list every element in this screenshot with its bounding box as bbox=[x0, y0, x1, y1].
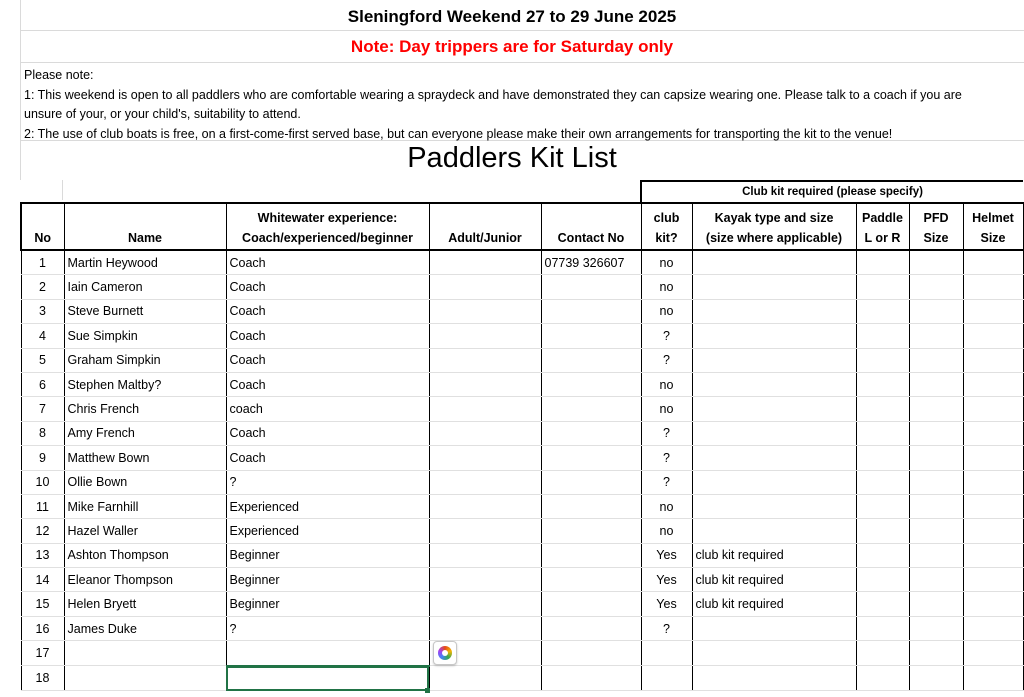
row-number[interactable]: 10 bbox=[21, 470, 64, 494]
pfd-cell[interactable] bbox=[909, 470, 963, 494]
helmet-cell[interactable] bbox=[963, 616, 1023, 640]
club-kit-cell[interactable]: ? bbox=[641, 421, 692, 445]
adult-junior-cell[interactable] bbox=[429, 519, 541, 543]
paddle-cell[interactable] bbox=[856, 666, 909, 691]
experience-cell[interactable]: Experienced bbox=[226, 494, 429, 518]
column-header-line2: Adult/Junior bbox=[448, 231, 522, 245]
adult-junior-cell[interactable] bbox=[429, 666, 541, 691]
paddle-cell[interactable] bbox=[856, 641, 909, 666]
name-cell[interactable] bbox=[64, 641, 226, 666]
kayak-cell[interactable] bbox=[692, 275, 856, 299]
column-header[interactable] bbox=[226, 203, 429, 250]
experience-cell[interactable]: Beginner bbox=[226, 592, 429, 616]
column-header[interactable] bbox=[64, 203, 226, 250]
sheet-title: Sleningford Weekend 27 to 29 June 2025 bbox=[347, 7, 677, 26]
club-kit-cell[interactable]: no bbox=[641, 494, 692, 518]
table-row bbox=[21, 568, 1023, 592]
helmet-cell[interactable] bbox=[963, 348, 1023, 372]
experience-cell[interactable] bbox=[226, 641, 429, 666]
kayak-cell[interactable] bbox=[692, 421, 856, 445]
club-kit-cell[interactable]: no bbox=[641, 372, 692, 396]
club-kit-cell[interactable]: no bbox=[641, 299, 692, 323]
adult-junior-cell[interactable] bbox=[429, 372, 541, 396]
kayak-cell[interactable] bbox=[692, 470, 856, 494]
helmet-cell[interactable] bbox=[963, 397, 1023, 421]
column-header[interactable] bbox=[692, 203, 856, 250]
name-cell[interactable]: Mike Farnhill bbox=[64, 494, 226, 518]
table-row bbox=[21, 543, 1023, 567]
selection-fill-handle[interactable] bbox=[425, 688, 430, 693]
name-cell[interactable]: Hazel Waller bbox=[64, 519, 226, 543]
contact-cell[interactable] bbox=[541, 666, 641, 691]
column-header[interactable] bbox=[909, 203, 963, 250]
helmet-cell[interactable] bbox=[963, 421, 1023, 445]
club-kit-group-header: Club kit required (please specify) bbox=[641, 181, 1023, 203]
column-header-line2: Size bbox=[980, 231, 1006, 245]
contact-cell[interactable] bbox=[541, 397, 641, 421]
row-number[interactable]: 9 bbox=[21, 446, 64, 470]
club-kit-cell[interactable]: ? bbox=[641, 348, 692, 372]
adult-junior-cell[interactable] bbox=[429, 299, 541, 323]
name-cell[interactable]: Chris French bbox=[64, 397, 226, 421]
name-cell[interactable]: Stephen Maltby? bbox=[64, 372, 226, 396]
pfd-cell[interactable] bbox=[909, 324, 963, 348]
kayak-cell[interactable]: club kit required bbox=[692, 568, 856, 592]
paddle-cell[interactable] bbox=[856, 397, 909, 421]
copilot-icon[interactable] bbox=[433, 641, 457, 665]
contact-cell[interactable] bbox=[541, 470, 641, 494]
helmet-cell[interactable] bbox=[963, 372, 1023, 396]
adult-junior-cell[interactable] bbox=[429, 568, 541, 592]
column-header-line2: Coach/experienced/beginner bbox=[242, 231, 413, 245]
name-cell[interactable]: Ollie Bown bbox=[64, 470, 226, 494]
paddle-cell[interactable] bbox=[856, 616, 909, 640]
helmet-cell[interactable] bbox=[963, 494, 1023, 518]
column-header-line2: (size where applicable) bbox=[705, 231, 843, 245]
column-header-line2: L or R bbox=[864, 231, 901, 245]
name-cell[interactable]: Ashton Thompson bbox=[64, 543, 226, 567]
name-cell[interactable]: Martin Heywood bbox=[64, 250, 226, 275]
name-cell[interactable]: Graham Simpkin bbox=[64, 348, 226, 372]
experience-cell[interactable]: Beginner bbox=[226, 543, 429, 567]
adult-junior-cell[interactable] bbox=[429, 275, 541, 299]
name-cell[interactable]: Sue Simpkin bbox=[64, 324, 226, 348]
pfd-cell[interactable] bbox=[909, 666, 963, 691]
row-number[interactable]: 6 bbox=[21, 372, 64, 396]
name-cell[interactable]: Amy French bbox=[64, 421, 226, 445]
kayak-cell[interactable] bbox=[692, 250, 856, 275]
kayak-cell[interactable] bbox=[692, 348, 856, 372]
contact-cell[interactable] bbox=[541, 519, 641, 543]
table-row bbox=[21, 666, 1023, 691]
table-row bbox=[21, 348, 1023, 372]
contact-cell[interactable] bbox=[541, 592, 641, 616]
experience-cell[interactable] bbox=[226, 666, 429, 691]
table-row bbox=[21, 592, 1023, 616]
column-header[interactable] bbox=[963, 203, 1023, 250]
column-header-line1: Kayak type and size bbox=[714, 211, 834, 225]
table-row bbox=[21, 470, 1023, 494]
row-number[interactable]: 8 bbox=[21, 421, 64, 445]
column-header-line2: kit? bbox=[655, 231, 678, 245]
experience-cell[interactable]: Coach bbox=[226, 446, 429, 470]
contact-cell[interactable]: 07739 326607 bbox=[541, 250, 641, 275]
table-row bbox=[21, 299, 1023, 323]
table-row bbox=[21, 372, 1023, 396]
club-kit-cell[interactable]: no bbox=[641, 275, 692, 299]
column-header[interactable] bbox=[641, 203, 692, 250]
pfd-cell[interactable] bbox=[909, 616, 963, 640]
table-row bbox=[21, 641, 1023, 666]
club-kit-cell[interactable]: ? bbox=[641, 446, 692, 470]
pfd-cell[interactable] bbox=[909, 299, 963, 323]
row-number[interactable]: 13 bbox=[21, 543, 64, 567]
experience-cell[interactable]: Coach bbox=[226, 348, 429, 372]
contact-cell[interactable] bbox=[541, 616, 641, 640]
helmet-cell[interactable] bbox=[963, 519, 1023, 543]
column-header-line2: Contact No bbox=[557, 231, 625, 245]
table-row bbox=[21, 446, 1023, 470]
column-header-line2: Size bbox=[923, 231, 949, 245]
notes-block bbox=[24, 66, 1014, 144]
club-kit-cell[interactable]: no bbox=[641, 250, 692, 275]
table-row bbox=[21, 421, 1023, 445]
column-header-line1: Paddle bbox=[862, 211, 903, 225]
experience-cell[interactable]: ? bbox=[226, 470, 429, 494]
name-cell[interactable]: Steve Burnett bbox=[64, 299, 226, 323]
paddle-cell[interactable] bbox=[856, 348, 909, 372]
table-row bbox=[21, 397, 1023, 421]
column-header-line1 bbox=[545, 208, 638, 228]
name-cell[interactable]: James Duke bbox=[64, 616, 226, 640]
row-number[interactable]: 12 bbox=[21, 519, 64, 543]
column-header-line2: No bbox=[34, 231, 52, 245]
experience-cell[interactable]: Experienced bbox=[226, 519, 429, 543]
club-kit-cell[interactable]: no bbox=[641, 519, 692, 543]
pfd-cell[interactable] bbox=[909, 275, 963, 299]
pfd-cell[interactable] bbox=[909, 592, 963, 616]
kayak-cell[interactable] bbox=[692, 519, 856, 543]
column-header-line1: Whitewater experience: bbox=[257, 211, 398, 225]
kayak-cell[interactable] bbox=[692, 446, 856, 470]
club-kit-cell[interactable] bbox=[641, 641, 692, 666]
column-header[interactable] bbox=[541, 203, 641, 250]
adult-junior-cell[interactable] bbox=[429, 470, 541, 494]
paddle-cell[interactable] bbox=[856, 372, 909, 396]
notes-line: 2: The use of club boats is free, on a first-come-first served base, but can everyone please make their own arrangements for transporting the kit to the venue! bbox=[24, 126, 893, 141]
club-kit-cell[interactable]: Yes bbox=[641, 543, 692, 567]
row-number[interactable]: 2 bbox=[21, 275, 64, 299]
row-number[interactable]: 11 bbox=[21, 494, 64, 518]
column-header[interactable] bbox=[429, 203, 541, 250]
name-cell[interactable] bbox=[64, 666, 226, 691]
contact-cell[interactable] bbox=[541, 494, 641, 518]
copilot-glyph bbox=[438, 646, 452, 660]
adult-junior-cell[interactable] bbox=[429, 348, 541, 372]
kayak-cell[interactable] bbox=[692, 324, 856, 348]
helmet-cell[interactable] bbox=[963, 446, 1023, 470]
table-row bbox=[21, 275, 1023, 299]
club-kit-cell[interactable] bbox=[641, 666, 692, 691]
experience-cell[interactable]: Coach bbox=[226, 372, 429, 396]
club-kit-cell[interactable]: ? bbox=[641, 616, 692, 640]
experience-cell[interactable]: Beginner bbox=[226, 568, 429, 592]
paddle-cell[interactable] bbox=[856, 275, 909, 299]
pfd-cell[interactable] bbox=[909, 250, 963, 275]
paddle-cell[interactable] bbox=[856, 470, 909, 494]
row-number[interactable]: 15 bbox=[21, 592, 64, 616]
pfd-cell[interactable] bbox=[909, 543, 963, 567]
club-kit-cell[interactable]: no bbox=[641, 397, 692, 421]
row-number[interactable]: 3 bbox=[21, 299, 64, 323]
paddle-cell[interactable] bbox=[856, 494, 909, 518]
paddle-cell[interactable] bbox=[856, 592, 909, 616]
name-cell[interactable]: Matthew Bown bbox=[64, 446, 226, 470]
adult-junior-cell[interactable] bbox=[429, 324, 541, 348]
row-number[interactable]: 18 bbox=[21, 666, 64, 691]
pfd-cell[interactable] bbox=[909, 568, 963, 592]
column-header-line1: Helmet bbox=[972, 211, 1014, 225]
row-number[interactable]: 14 bbox=[21, 568, 64, 592]
row-number[interactable]: 5 bbox=[21, 348, 64, 372]
club-kit-cell[interactable]: ? bbox=[641, 470, 692, 494]
helmet-cell[interactable] bbox=[963, 470, 1023, 494]
name-cell[interactable]: Helen Bryett bbox=[64, 592, 226, 616]
day-tripper-note: Note: Day trippers are for Saturday only bbox=[350, 37, 674, 56]
kayak-cell[interactable]: club kit required bbox=[692, 543, 856, 567]
column-header-line2: Name bbox=[127, 231, 163, 245]
column-header-line1 bbox=[68, 208, 223, 228]
name-cell[interactable]: Iain Cameron bbox=[64, 275, 226, 299]
kit-table bbox=[20, 180, 1024, 691]
helmet-cell[interactable] bbox=[963, 324, 1023, 348]
contact-cell[interactable] bbox=[541, 568, 641, 592]
kayak-cell[interactable]: club kit required bbox=[692, 592, 856, 616]
experience-cell[interactable]: Coach bbox=[226, 299, 429, 323]
contact-cell[interactable] bbox=[541, 446, 641, 470]
kayak-cell[interactable] bbox=[692, 299, 856, 323]
contact-cell[interactable] bbox=[541, 299, 641, 323]
table-row bbox=[21, 494, 1023, 518]
table-row bbox=[21, 324, 1023, 348]
club-kit-cell[interactable]: Yes bbox=[641, 568, 692, 592]
kayak-cell[interactable] bbox=[692, 666, 856, 691]
pfd-cell[interactable] bbox=[909, 446, 963, 470]
adult-junior-cell[interactable] bbox=[429, 616, 541, 640]
table-row bbox=[21, 616, 1023, 640]
row-number[interactable]: 4 bbox=[21, 324, 64, 348]
column-header-line1 bbox=[25, 208, 61, 228]
helmet-cell[interactable] bbox=[963, 641, 1023, 666]
column-header-line1: PFD bbox=[923, 211, 949, 225]
paddle-cell[interactable] bbox=[856, 324, 909, 348]
pfd-cell[interactable] bbox=[909, 519, 963, 543]
kayak-cell[interactable] bbox=[692, 616, 856, 640]
adult-junior-cell[interactable] bbox=[429, 250, 541, 275]
club-kit-cell[interactable]: Yes bbox=[641, 592, 692, 616]
row-number[interactable]: 16 bbox=[21, 616, 64, 640]
adult-junior-cell[interactable] bbox=[429, 421, 541, 445]
pfd-cell[interactable] bbox=[909, 421, 963, 445]
contact-cell[interactable] bbox=[541, 372, 641, 396]
group-header-row bbox=[21, 181, 1023, 203]
helmet-cell[interactable] bbox=[963, 666, 1023, 691]
contact-cell[interactable] bbox=[541, 324, 641, 348]
notes-line: 1: This weekend is open to all paddlers who are comfortable wearing a spraydeck and have demonstrated they can capsize wearing one. Please talk to a coach if you are bbox=[24, 87, 962, 102]
row-number[interactable]: 17 bbox=[21, 641, 64, 666]
paddle-cell[interactable] bbox=[856, 250, 909, 275]
pfd-cell[interactable] bbox=[909, 348, 963, 372]
paddle-cell[interactable] bbox=[856, 446, 909, 470]
notes-line: unsure of your, or your child's, suitability to attend. bbox=[24, 107, 301, 121]
column-header[interactable] bbox=[856, 203, 909, 250]
adult-junior-cell[interactable] bbox=[429, 494, 541, 518]
paddle-cell[interactable] bbox=[856, 568, 909, 592]
adult-junior-cell[interactable] bbox=[429, 397, 541, 421]
name-cell[interactable]: Eleanor Thompson bbox=[64, 568, 226, 592]
experience-cell[interactable]: ? bbox=[226, 616, 429, 640]
kayak-cell[interactable] bbox=[692, 494, 856, 518]
row-number[interactable]: 7 bbox=[21, 397, 64, 421]
helmet-cell[interactable] bbox=[963, 568, 1023, 592]
kayak-cell[interactable] bbox=[692, 397, 856, 421]
kit-list-title: Paddlers Kit List bbox=[407, 142, 617, 174]
pfd-cell[interactable] bbox=[909, 494, 963, 518]
kayak-cell[interactable] bbox=[692, 641, 856, 666]
notes-line: Please note: bbox=[24, 68, 94, 82]
pfd-cell[interactable] bbox=[909, 641, 963, 666]
helmet-cell[interactable] bbox=[963, 543, 1023, 567]
contact-cell[interactable] bbox=[541, 543, 641, 567]
paddle-cell[interactable] bbox=[856, 543, 909, 567]
adult-junior-cell[interactable] bbox=[429, 543, 541, 567]
helmet-cell[interactable] bbox=[963, 275, 1023, 299]
contact-cell[interactable] bbox=[541, 348, 641, 372]
paddle-cell[interactable] bbox=[856, 299, 909, 323]
adult-junior-cell[interactable] bbox=[429, 592, 541, 616]
column-header-line1 bbox=[433, 208, 538, 228]
pfd-cell[interactable] bbox=[909, 397, 963, 421]
contact-cell[interactable] bbox=[541, 421, 641, 445]
helmet-cell[interactable] bbox=[963, 299, 1023, 323]
column-header-line1: club bbox=[653, 211, 680, 225]
experience-cell[interactable]: Coach bbox=[226, 275, 429, 299]
paddle-cell[interactable] bbox=[856, 421, 909, 445]
paddle-cell[interactable] bbox=[856, 519, 909, 543]
helmet-cell[interactable] bbox=[963, 250, 1023, 275]
helmet-cell[interactable] bbox=[963, 592, 1023, 616]
experience-cell[interactable]: coach bbox=[226, 397, 429, 421]
row-number[interactable]: 1 bbox=[21, 250, 64, 275]
table-row bbox=[21, 519, 1023, 543]
kayak-cell[interactable] bbox=[692, 372, 856, 396]
pfd-cell[interactable] bbox=[909, 372, 963, 396]
experience-cell[interactable]: Coach bbox=[226, 324, 429, 348]
table-row bbox=[21, 250, 1023, 275]
column-header-row bbox=[21, 203, 1023, 250]
contact-cell[interactable] bbox=[541, 275, 641, 299]
experience-cell[interactable]: Coach bbox=[226, 421, 429, 445]
experience-cell[interactable]: Coach bbox=[226, 250, 429, 275]
column-header[interactable] bbox=[21, 203, 64, 250]
contact-cell[interactable] bbox=[541, 641, 641, 666]
club-kit-cell[interactable]: ? bbox=[641, 324, 692, 348]
adult-junior-cell[interactable] bbox=[429, 446, 541, 470]
